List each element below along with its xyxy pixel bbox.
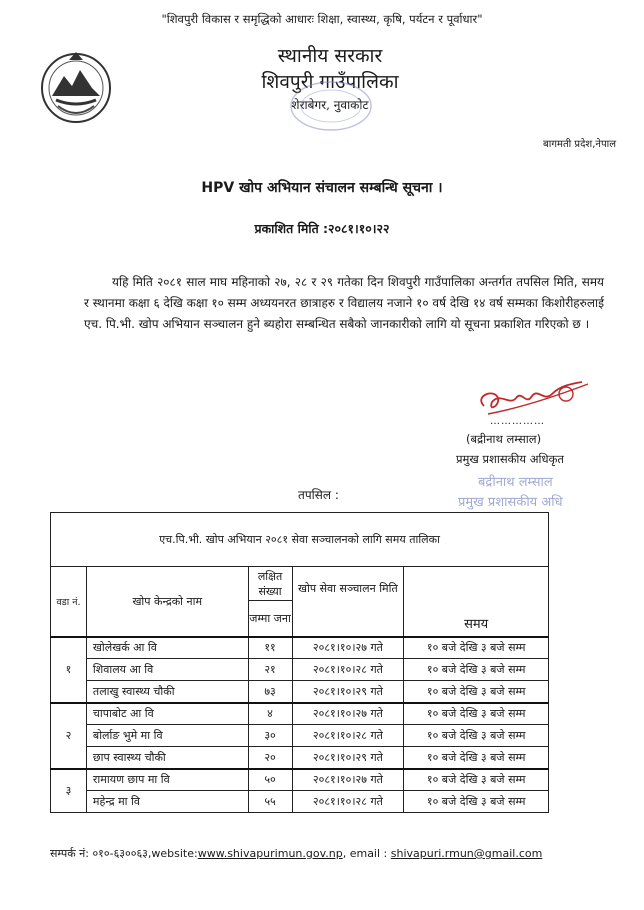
signatory-designation: प्रमुख प्रशासकीय अधिकृत xyxy=(456,452,564,466)
service-date: २०८१।१०।२७ गते xyxy=(292,703,404,725)
service-date: २०८१।१०।२७ गते xyxy=(292,637,404,659)
target-count: ३० xyxy=(248,725,292,747)
service-time: १० बजे देखि ३ बजे सम्म xyxy=(404,769,549,791)
office-stamp-icon xyxy=(286,76,376,136)
service-time: १० बजे देखि ३ बजे सम्म xyxy=(404,681,549,703)
center-name: छाप स्वास्थ्य चौकी xyxy=(86,747,248,769)
ward-number: ३ xyxy=(51,769,87,813)
service-date: २०८१।१०।२७ गते xyxy=(292,769,404,791)
target-count: ५५ xyxy=(248,791,292,813)
target-count: ४ xyxy=(248,703,292,725)
target-count: ५० xyxy=(248,769,292,791)
table-caption: एच.पि.भी. खोप अभियान २०८१ सेवा सञ्चालनको लागि समय तालिका xyxy=(51,513,549,567)
target-count: ७३ xyxy=(248,681,292,703)
annex-label: तपसिल : xyxy=(298,488,339,502)
signatory-name: (बद्रीनाथ लम्साल) xyxy=(466,432,542,446)
target-count: २१ xyxy=(248,659,292,681)
org-line-1: स्थानीय सरकार xyxy=(277,45,383,67)
service-time: १० बजे देखि ३ बजे सम्म xyxy=(404,747,549,769)
ward-number: २ xyxy=(51,703,87,769)
center-name: बोर्लाङ भुमे मा वि xyxy=(86,725,248,747)
center-name: रामायण छाप मा वि xyxy=(86,769,248,791)
service-date: २०८१।१०।२८ गते xyxy=(292,659,404,681)
target-count: ११ xyxy=(248,637,292,659)
service-time: १० बजे देखि ३ बजे सम्म xyxy=(404,659,549,681)
published-date: प्रकाशित मिति :२०८१।१०।२२ xyxy=(254,221,390,236)
target-count: २० xyxy=(248,747,292,769)
table-row xyxy=(51,681,549,703)
center-name: खोलेखर्क आ वि xyxy=(86,637,248,659)
header-total: जम्मा जना xyxy=(248,601,292,637)
service-date: २०८१।१०।२८ गते xyxy=(292,791,404,813)
center-name: चापाबोट आ वि xyxy=(86,703,248,725)
center-name: शिवालय आ वि xyxy=(86,659,248,681)
contact-text: सम्पर्क नं: ०१०-६३००६३,website: xyxy=(50,847,198,860)
ward-number: १ xyxy=(51,637,87,703)
service-date: २०८१।१०।२९ गते xyxy=(292,681,404,703)
name-stamp-line-2: प्रमुख प्रशासकीय अधि xyxy=(458,495,563,510)
service-time: १० बजे देखि ३ बजे सम्म xyxy=(404,725,549,747)
org-line-2: शिवपुरी गाउँपालिका xyxy=(261,71,399,93)
name-stamp-line-1: बद्रीनाथ लम्साल xyxy=(478,475,553,490)
service-date: २०८१।१०।२९ गते xyxy=(292,747,404,769)
header-ward: वडा नं. xyxy=(51,567,87,637)
service-time: १० बजे देखि ३ बजे सम्म xyxy=(404,637,549,659)
table-row xyxy=(51,747,549,769)
nepal-emblem-icon xyxy=(36,46,116,126)
service-date: २०८१।१०।२८ गते xyxy=(292,725,404,747)
table-row xyxy=(51,637,549,659)
table-row xyxy=(51,791,549,813)
notice-body: यहि मिति २०८१ साल माघ महिनाको २७, २८ र २९ गतेका दिन शिवपुरी गाउँपालिका अन्तर्गत तपसिल मिति, समय र स्थानमा कक्षा ६ देखि कक्षा १० सम्म अध्ययनरत छात्राहरु र विद्यालय नजाने १० वर्ष देखि १४ वर्ष सम्मका किशोरीहरुलाई एच. पि.भी. खोप अभियान सञ्चालन हुने ब्यहोरा सम्बन्धित सबैको जानकारीको लागि यो सूचना प्रकाशित गरिएको छ । xyxy=(84,275,604,331)
header-center: खोप केन्द्रको नाम xyxy=(86,567,248,637)
service-time: १० बजे देखि ३ बजे सम्म xyxy=(404,791,549,813)
signature-dots: …………… xyxy=(490,416,545,427)
table-row xyxy=(51,725,549,747)
table-row xyxy=(51,703,549,725)
center-name: तलाखु स्वास्थ्य चौकी xyxy=(86,681,248,703)
motto: "शिवपुरी विकास र समृद्धिको आधारः शिक्षा, स्वास्थ्य, कृषि, पर्यटन र पूर्वाधार" xyxy=(161,12,483,26)
header-target: लक्षित संख्या xyxy=(248,567,292,601)
website-link[interactable]: www.shivapurimun.gov.np xyxy=(197,847,343,860)
contact-footer xyxy=(50,846,542,861)
notice-title: HPV खोप अभियान संचालन सम्बन्धि सूचना । xyxy=(201,180,443,196)
header-date: खोप सेवा सञ्चालन मिति xyxy=(292,567,404,637)
province-label: बागमती प्रदेश,नेपाल xyxy=(543,139,616,150)
header-time: समय xyxy=(404,567,549,637)
org-line-3: शेराबेगर, नुवाकोट xyxy=(291,98,369,112)
schedule-table xyxy=(50,512,549,813)
center-name: महेन्द्र मा वि xyxy=(86,791,248,813)
email-label: , email : xyxy=(342,847,391,860)
table-row xyxy=(51,769,549,791)
table-row xyxy=(51,659,549,681)
service-time: १० बजे देखि ३ बजे सम्म xyxy=(404,703,549,725)
email-link[interactable]: shivapuri.rmun@gmail.com xyxy=(390,847,543,860)
